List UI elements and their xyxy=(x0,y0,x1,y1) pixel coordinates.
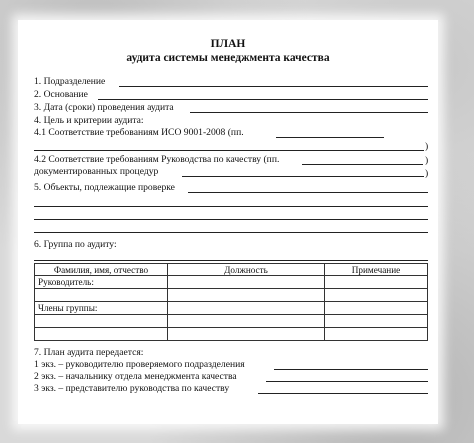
column-header-name: Фамилия, имя, отчество xyxy=(35,264,168,276)
column-header-note: Примечание xyxy=(325,264,428,276)
copy3-label: 3 экз. – представителю руководства по качеству xyxy=(34,383,230,394)
form-subtitle: аудита системы менеджмента качества xyxy=(126,52,330,64)
table-cell[interactable] xyxy=(325,328,428,341)
iso-closing-paren: ) xyxy=(425,141,429,152)
member-cell[interactable] xyxy=(35,328,168,341)
form-title: ПЛАН xyxy=(210,38,246,50)
members-cell: Члены группы: xyxy=(35,302,168,315)
manual-compliance-label: 4.2 Соответствие требованиям Руководства по качеству (пп. xyxy=(34,154,280,165)
table-row xyxy=(35,315,428,328)
goal-label: 4. Цель и критерии аудита: xyxy=(34,115,144,126)
column-header-position: Должность xyxy=(168,264,325,276)
procedures-closing-paren: ) xyxy=(425,168,429,179)
table-cell[interactable] xyxy=(168,328,325,341)
date-label: 3. Дата (сроки) проведения аудита xyxy=(34,102,174,113)
team-top-line xyxy=(34,260,428,261)
date-field[interactable] xyxy=(190,112,428,113)
leader-note-cell[interactable] xyxy=(325,276,428,289)
table-cell[interactable] xyxy=(325,289,428,302)
objects-field[interactable] xyxy=(188,192,428,193)
leader-name-cell[interactable] xyxy=(35,289,168,302)
table-cell[interactable] xyxy=(325,315,428,328)
department-label: 1. Подразделение xyxy=(34,76,106,87)
table-cell[interactable] xyxy=(168,289,325,302)
iso-clauses-field[interactable] xyxy=(276,137,384,138)
table-cell[interactable] xyxy=(168,302,325,315)
audit-team-table xyxy=(34,263,428,341)
table-header-row xyxy=(35,264,428,276)
audit-plan-form xyxy=(18,20,438,424)
objects-line-3[interactable] xyxy=(34,219,428,220)
procedures-field[interactable] xyxy=(182,176,424,177)
manual-clauses-field[interactable] xyxy=(302,164,423,165)
table-row xyxy=(35,328,428,341)
manual-closing-paren: ) xyxy=(425,155,429,166)
distribution-heading: 7. План аудита передается: xyxy=(34,347,144,358)
basis-label: 2. Основание xyxy=(34,89,88,100)
table-row xyxy=(35,276,428,289)
documented-procedures-label: документированных процедур xyxy=(34,166,159,177)
member-cell[interactable] xyxy=(35,315,168,328)
copy3-field[interactable] xyxy=(258,393,428,394)
table-row xyxy=(35,302,428,315)
leader-position-cell[interactable] xyxy=(168,276,325,289)
table-row xyxy=(35,289,428,302)
objects-line-4[interactable] xyxy=(34,232,428,233)
copy1-field[interactable] xyxy=(274,369,428,370)
department-field[interactable] xyxy=(119,86,428,87)
objects-line-2[interactable] xyxy=(34,206,428,207)
copy2-field[interactable] xyxy=(266,381,428,382)
copy2-label: 2 экз. – начальнику отдела менеджмента качества xyxy=(34,371,237,382)
table-cell[interactable] xyxy=(325,302,428,315)
leader-cell: Руководитель: xyxy=(35,276,168,289)
objects-label: 5. Объекты, подлежащие проверке xyxy=(34,182,175,193)
iso-continuation-field[interactable] xyxy=(34,150,424,151)
copy1-label: 1 экз. – руководителю проверяемого подразделения xyxy=(34,359,245,370)
iso-compliance-label: 4.1 Соответствие требованиям ИСО 9001-2008 (пп. xyxy=(34,127,244,138)
basis-field[interactable] xyxy=(98,99,428,100)
team-label: 6. Группа по аудиту: xyxy=(34,239,117,250)
table-cell[interactable] xyxy=(168,315,325,328)
